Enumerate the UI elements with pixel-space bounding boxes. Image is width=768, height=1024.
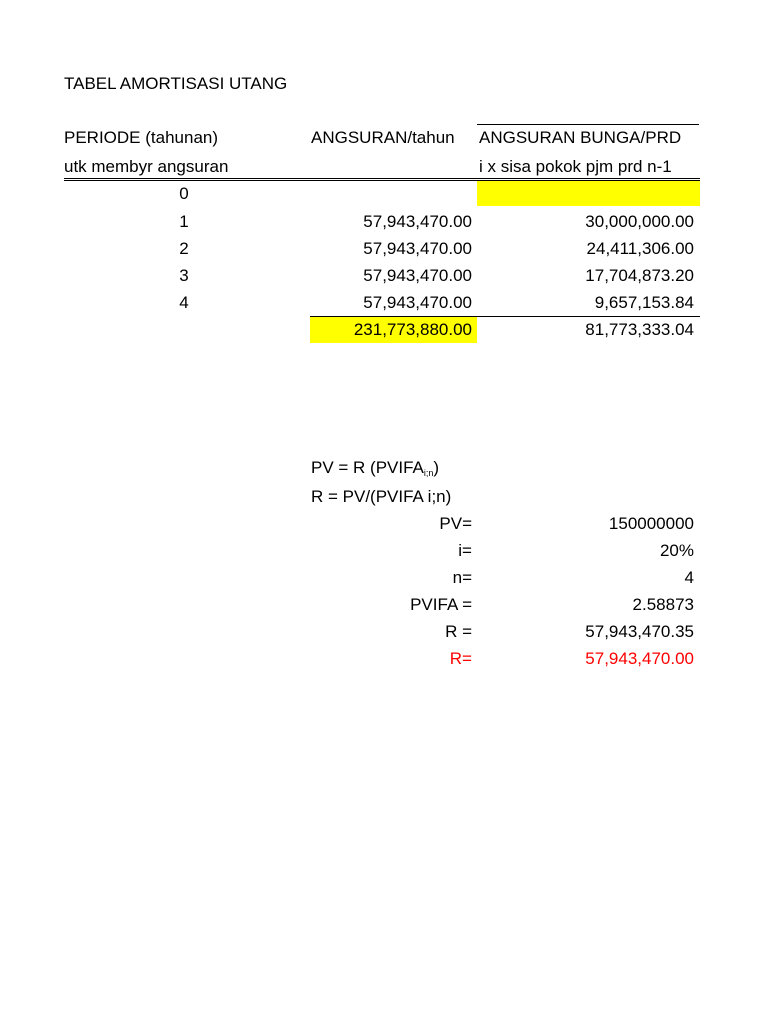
formula-pv	[311, 457, 439, 479]
calc-n-value: 4	[684, 568, 694, 587]
formula-pv-subscript: i;n	[423, 468, 434, 478]
row-0-periode: 0	[179, 184, 189, 203]
header-bunga-line1: ANGSURAN BUNGA/PRD	[479, 128, 682, 147]
header-periode-line1: PERIODE (tahunan)	[64, 128, 219, 147]
formula-pv-suffix: )	[433, 458, 440, 477]
calc-pv-value: 150000000	[608, 514, 694, 533]
header-top-border	[477, 124, 699, 125]
row-4-periode: 4	[179, 293, 189, 312]
page-title: TABEL AMORTISASI UTANG	[64, 74, 288, 93]
calc-pvifa-label: PVIFA =	[410, 595, 472, 614]
header-periode-line2: utk membyr angsuran	[64, 157, 229, 176]
calc-n-label: n=	[452, 568, 472, 587]
row-4-angsuran: 57,943,470.00	[363, 293, 472, 312]
total-bunga: 81,773,333.04	[585, 320, 694, 339]
calc-r-label: R =	[445, 622, 472, 641]
row-2-angsuran: 57,943,470.00	[363, 239, 472, 258]
row-1-bunga: 30,000,000.00	[585, 212, 694, 231]
calc-i-value: 20%	[659, 541, 694, 560]
row-3-periode: 3	[179, 266, 189, 285]
calc-r-rounded-value: 57,943,470.00	[585, 649, 694, 668]
formula-r: R = PV/(PVIFA i;n)	[311, 487, 452, 506]
calc-i-label: i=	[458, 541, 472, 560]
row-2-periode: 2	[179, 239, 189, 258]
calc-r-value: 57,943,470.35	[585, 622, 694, 641]
header-angsuran: ANGSURAN/tahun	[311, 128, 455, 147]
total-angsuran: 231,773,880.00	[353, 320, 472, 339]
row-4-bunga: 9,657,153.84	[594, 293, 694, 312]
header-bunga-line2: i x sisa pokok pjm prd n-1	[479, 157, 672, 176]
calc-pv-label: PV=	[439, 514, 472, 533]
row-2-bunga: 24,411,306.00	[586, 239, 694, 258]
formula-pv-prefix: PV = R (PVIFA	[311, 458, 424, 477]
row-1-angsuran: 57,943,470.00	[363, 212, 472, 231]
row-3-bunga: 17,704,873.20	[585, 266, 694, 285]
calc-pvifa-value: 2.58873	[632, 595, 694, 614]
calc-r-rounded-label: R=	[449, 649, 472, 668]
row0-bunga-highlight	[477, 181, 700, 206]
row-1-periode: 1	[179, 212, 189, 231]
row-3-angsuran: 57,943,470.00	[363, 266, 472, 285]
